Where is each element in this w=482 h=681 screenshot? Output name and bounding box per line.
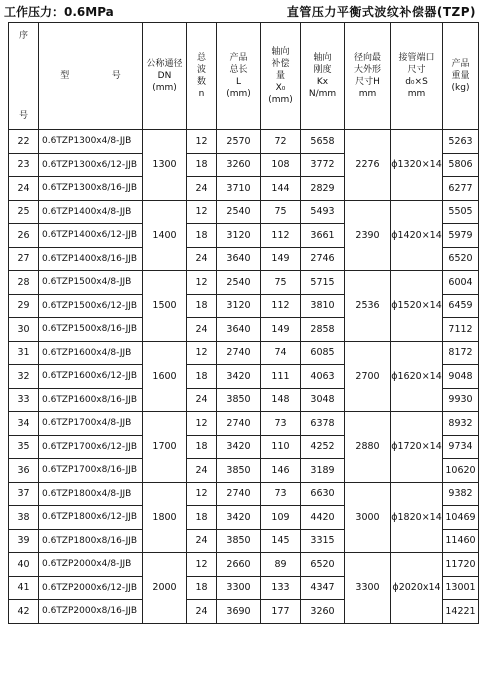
cell-waves: 12 — [187, 271, 217, 295]
cell-weight: 5806 — [443, 153, 479, 177]
table-title: 直管压力平衡式波纹补偿器(TZP) — [286, 5, 476, 19]
col-pipe-line: 接管端口 — [398, 53, 435, 63]
col-model-line: 型 — [60, 71, 70, 81]
cell-weight: 6520 — [443, 247, 479, 271]
cell-model: 0.6TZP1600x8/16-JJB — [39, 388, 143, 412]
cell-stiffness: 3048 — [301, 388, 345, 412]
cell-stiffness: 4063 — [301, 365, 345, 389]
cell-outer-size: 2536 — [345, 271, 391, 342]
cell-no: 36 — [9, 459, 39, 483]
cell-stiffness: 6520 — [301, 553, 345, 577]
cell-stiffness: 3315 — [301, 529, 345, 553]
col-header-dn — [143, 23, 187, 130]
cell-length: 3300 — [217, 576, 261, 600]
cell-weight: 11720 — [443, 553, 479, 577]
col-no-line: 号 — [18, 111, 28, 121]
cell-stiffness: 3661 — [301, 224, 345, 248]
cell-outer-size: 3300 — [345, 553, 391, 624]
col-x0-line: 量 — [275, 71, 285, 81]
cell-stiffness: 5715 — [301, 271, 345, 295]
cell-weight: 5505 — [443, 200, 479, 224]
cell-no: 39 — [9, 529, 39, 553]
col-h-line: 尺寸H — [355, 77, 380, 87]
col-kx-line: N/mm — [308, 89, 337, 99]
header-bar — [0, 0, 482, 22]
cell-pipe: ϕ1720×14 — [391, 412, 443, 483]
cell-stiffness: 2858 — [301, 318, 345, 342]
cell-no: 34 — [9, 412, 39, 436]
col-weight-line: 产品 — [451, 59, 470, 69]
cell-waves: 12 — [187, 341, 217, 365]
cell-waves: 24 — [187, 388, 217, 412]
cell-length: 2740 — [217, 412, 261, 436]
cell-pipe: ϕ1620×14 — [391, 341, 443, 412]
cell-length: 3120 — [217, 224, 261, 248]
col-header-no — [9, 23, 39, 130]
cell-pipe: ϕ1320×14 — [391, 130, 443, 201]
cell-model: 0.6TZP1800x4/8-JJB — [39, 482, 143, 506]
cell-weight: 10620 — [443, 459, 479, 483]
cell-outer-size: 3000 — [345, 482, 391, 553]
cell-weight: 14221 — [443, 600, 479, 624]
cell-weight: 7112 — [443, 318, 479, 342]
cell-stiffness: 4347 — [301, 576, 345, 600]
cell-no: 37 — [9, 482, 39, 506]
cell-length: 3640 — [217, 247, 261, 271]
cell-waves: 24 — [187, 600, 217, 624]
cell-waves: 18 — [187, 435, 217, 459]
cell-pipe: ϕ1520×14 — [391, 271, 443, 342]
cell-waves: 18 — [187, 294, 217, 318]
cell-no: 24 — [9, 177, 39, 201]
cell-weight: 10469 — [443, 506, 479, 530]
cell-dn: 1300 — [143, 130, 187, 201]
cell-compensation: 149 — [261, 318, 301, 342]
cell-model: 0.6TZP1400x8/16-JJB — [39, 247, 143, 271]
cell-waves: 12 — [187, 130, 217, 154]
cell-weight: 13001 — [443, 576, 479, 600]
cell-model: 0.6TZP1400x4/8-JJB — [39, 200, 143, 224]
col-header-outer-size — [345, 23, 391, 130]
cell-length: 3120 — [217, 294, 261, 318]
cell-compensation: 75 — [261, 200, 301, 224]
cell-outer-size: 2880 — [345, 412, 391, 483]
cell-no: 22 — [9, 130, 39, 154]
col-header-model — [39, 23, 143, 130]
cell-model: 0.6TZP1300x4/8-JJB — [39, 130, 143, 154]
cell-weight: 8932 — [443, 412, 479, 436]
cell-dn: 1600 — [143, 341, 187, 412]
cell-compensation: 145 — [261, 529, 301, 553]
col-n-line: 总 — [196, 53, 206, 63]
table-row — [9, 412, 479, 436]
header-row — [9, 23, 479, 130]
cell-weight: 6459 — [443, 294, 479, 318]
col-x0-line: (mm) — [268, 95, 293, 105]
cell-no: 25 — [9, 200, 39, 224]
col-x0-line: X₀ — [275, 83, 286, 93]
cell-no: 41 — [9, 576, 39, 600]
cell-length: 3420 — [217, 435, 261, 459]
cell-waves: 24 — [187, 529, 217, 553]
cell-waves: 12 — [187, 482, 217, 506]
cell-length: 2540 — [217, 200, 261, 224]
cell-compensation: 133 — [261, 576, 301, 600]
cell-waves: 18 — [187, 576, 217, 600]
col-length-line: (mm) — [226, 89, 251, 99]
cell-model: 0.6TZP1700x8/16-JJB — [39, 459, 143, 483]
cell-model: 0.6TZP1500x6/12-JJB — [39, 294, 143, 318]
cell-length: 3850 — [217, 529, 261, 553]
cell-no: 30 — [9, 318, 39, 342]
cell-compensation: 75 — [261, 271, 301, 295]
cell-compensation: 148 — [261, 388, 301, 412]
working-pressure: 工作压力：0.6MPa — [4, 5, 114, 19]
cell-waves: 24 — [187, 247, 217, 271]
cell-length: 2660 — [217, 553, 261, 577]
cell-no: 32 — [9, 365, 39, 389]
col-dn-line: 公称通径 — [146, 59, 183, 69]
cell-model: 0.6TZP2000x6/12-JJB — [39, 576, 143, 600]
cell-model: 0.6TZP1300x8/16-JJB — [39, 177, 143, 201]
col-kx-line: 刚度 — [313, 65, 332, 75]
cell-model: 0.6TZP1800x8/16-JJB — [39, 529, 143, 553]
cell-compensation: 112 — [261, 224, 301, 248]
col-length-line: 总长 — [229, 65, 248, 75]
col-model-line: 号 — [111, 71, 121, 81]
cell-waves: 18 — [187, 506, 217, 530]
cell-length: 3690 — [217, 600, 261, 624]
table-row — [9, 482, 479, 506]
cell-no: 31 — [9, 341, 39, 365]
cell-model: 0.6TZP1800x6/12-JJB — [39, 506, 143, 530]
col-h-line: 大外形 — [353, 65, 381, 75]
spec-table — [8, 22, 479, 624]
table-row — [9, 271, 479, 295]
col-dn-line: (mm) — [152, 83, 177, 93]
cell-weight: 5263 — [443, 130, 479, 154]
cell-compensation: 112 — [261, 294, 301, 318]
cell-stiffness: 6085 — [301, 341, 345, 365]
col-h-line: mm — [358, 89, 377, 99]
col-header-stiffness — [301, 23, 345, 130]
cell-outer-size: 2390 — [345, 200, 391, 271]
cell-stiffness: 3772 — [301, 153, 345, 177]
cell-model: 0.6TZP1400x6/12-JJB — [39, 224, 143, 248]
cell-waves: 24 — [187, 459, 217, 483]
cell-length: 3850 — [217, 388, 261, 412]
cell-length: 3420 — [217, 365, 261, 389]
cell-compensation: 111 — [261, 365, 301, 389]
cell-stiffness: 3260 — [301, 600, 345, 624]
cell-compensation: 108 — [261, 153, 301, 177]
cell-model: 0.6TZP1600x4/8-JJB — [39, 341, 143, 365]
cell-length: 2540 — [217, 271, 261, 295]
col-header-waves — [187, 23, 217, 130]
col-pipe-line: 尺寸 — [407, 65, 426, 75]
cell-dn: 1800 — [143, 482, 187, 553]
cell-waves: 12 — [187, 200, 217, 224]
cell-length: 3710 — [217, 177, 261, 201]
cell-model: 0.6TZP2000x4/8-JJB — [39, 553, 143, 577]
cell-stiffness: 2746 — [301, 247, 345, 271]
cell-weight: 6277 — [443, 177, 479, 201]
table-row — [9, 341, 479, 365]
cell-length: 3420 — [217, 506, 261, 530]
col-h-line: 径向最 — [353, 53, 381, 63]
cell-model: 0.6TZP1600x6/12-JJB — [39, 365, 143, 389]
cell-stiffness: 5493 — [301, 200, 345, 224]
cell-waves: 12 — [187, 553, 217, 577]
col-x0-line: 轴向 — [271, 47, 290, 57]
cell-compensation: 89 — [261, 553, 301, 577]
cell-weight: 9382 — [443, 482, 479, 506]
cell-model: 0.6TZP2000x8/16-JJB — [39, 600, 143, 624]
col-header-pipe — [391, 23, 443, 130]
cell-no: 38 — [9, 506, 39, 530]
col-n-line: 数 — [196, 77, 206, 87]
cell-stiffness: 4252 — [301, 435, 345, 459]
cell-no: 29 — [9, 294, 39, 318]
cell-model: 0.6TZP1700x6/12-JJB — [39, 435, 143, 459]
cell-weight: 5979 — [443, 224, 479, 248]
col-x0-line: 补偿 — [271, 59, 290, 69]
cell-compensation: 149 — [261, 247, 301, 271]
col-dn-line: DN — [157, 71, 172, 81]
cell-dn: 1700 — [143, 412, 187, 483]
cell-length: 3260 — [217, 153, 261, 177]
cell-length: 2740 — [217, 341, 261, 365]
cell-outer-size: 2700 — [345, 341, 391, 412]
cell-compensation: 110 — [261, 435, 301, 459]
col-header-length — [217, 23, 261, 130]
cell-stiffness: 2829 — [301, 177, 345, 201]
cell-weight: 9048 — [443, 365, 479, 389]
table-body — [9, 130, 479, 624]
cell-weight: 9930 — [443, 388, 479, 412]
cell-model: 0.6TZP1300x6/12-JJB — [39, 153, 143, 177]
cell-length: 2570 — [217, 130, 261, 154]
cell-waves: 24 — [187, 318, 217, 342]
cell-outer-size: 2276 — [345, 130, 391, 201]
cell-waves: 12 — [187, 412, 217, 436]
col-weight-line: 重量 — [451, 71, 470, 81]
col-header-weight — [443, 23, 479, 130]
cell-model: 0.6TZP1500x8/16-JJB — [39, 318, 143, 342]
col-length-line: L — [235, 77, 241, 87]
cell-length: 3640 — [217, 318, 261, 342]
cell-waves: 18 — [187, 153, 217, 177]
cell-dn: 1500 — [143, 271, 187, 342]
cell-compensation: 72 — [261, 130, 301, 154]
cell-dn: 1400 — [143, 200, 187, 271]
cell-no: 40 — [9, 553, 39, 577]
cell-length: 2740 — [217, 482, 261, 506]
col-length-line: 产品 — [229, 53, 248, 63]
cell-waves: 18 — [187, 365, 217, 389]
col-n-line: n — [198, 89, 205, 99]
table-row — [9, 130, 479, 154]
cell-weight: 11460 — [443, 529, 479, 553]
cell-weight: 6004 — [443, 271, 479, 295]
cell-weight: 8172 — [443, 341, 479, 365]
col-kx-line: Kx — [316, 77, 329, 87]
col-kx-line: 轴向 — [313, 53, 332, 63]
cell-pipe: ϕ2020x14 — [391, 553, 443, 624]
cell-compensation: 73 — [261, 412, 301, 436]
cell-model: 0.6TZP1700x4/8-JJB — [39, 412, 143, 436]
col-pipe-line: mm — [407, 89, 426, 99]
cell-no: 28 — [9, 271, 39, 295]
cell-no: 27 — [9, 247, 39, 271]
cell-model: 0.6TZP1500x4/8-JJB — [39, 271, 143, 295]
cell-compensation: 144 — [261, 177, 301, 201]
cell-compensation: 74 — [261, 341, 301, 365]
cell-length: 3850 — [217, 459, 261, 483]
cell-pipe: ϕ1820×14 — [391, 482, 443, 553]
table-row — [9, 553, 479, 577]
cell-stiffness: 5658 — [301, 130, 345, 154]
cell-pipe: ϕ1420×14 — [391, 200, 443, 271]
cell-stiffness: 4420 — [301, 506, 345, 530]
col-weight-line: (kg) — [451, 83, 470, 93]
cell-stiffness: 6630 — [301, 482, 345, 506]
cell-compensation: 177 — [261, 600, 301, 624]
cell-no: 33 — [9, 388, 39, 412]
cell-dn: 2000 — [143, 553, 187, 624]
cell-stiffness: 6378 — [301, 412, 345, 436]
cell-no: 42 — [9, 600, 39, 624]
cell-compensation: 146 — [261, 459, 301, 483]
cell-stiffness: 3810 — [301, 294, 345, 318]
col-header-compensation — [261, 23, 301, 130]
cell-waves: 24 — [187, 177, 217, 201]
cell-no: 23 — [9, 153, 39, 177]
table-row — [9, 200, 479, 224]
cell-compensation: 73 — [261, 482, 301, 506]
col-no-line: 序 — [18, 31, 28, 41]
col-n-line: 波 — [196, 65, 206, 75]
cell-weight: 9734 — [443, 435, 479, 459]
col-pipe-line: d₀×S — [405, 77, 428, 87]
cell-compensation: 109 — [261, 506, 301, 530]
cell-waves: 18 — [187, 224, 217, 248]
cell-no: 26 — [9, 224, 39, 248]
cell-no: 35 — [9, 435, 39, 459]
cell-stiffness: 3189 — [301, 459, 345, 483]
